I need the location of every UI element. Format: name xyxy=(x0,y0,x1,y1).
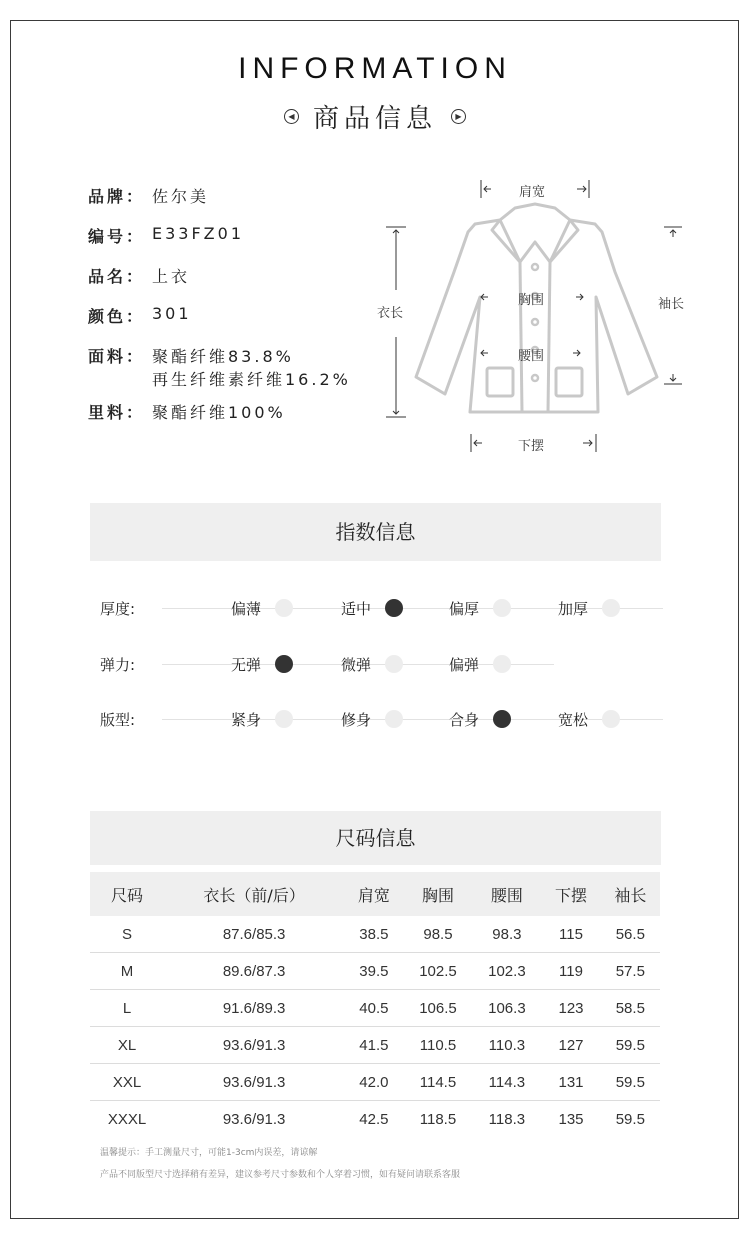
table-cell: 42.0 xyxy=(344,1064,403,1101)
index-option: 偏弹 xyxy=(449,656,480,674)
table-cell: 89.6/87.3 xyxy=(164,953,344,990)
index-dot xyxy=(493,655,511,673)
index-dot-selected xyxy=(493,710,511,728)
info-value: 佐尔美 xyxy=(152,187,210,206)
index-dot xyxy=(602,710,620,728)
table-cell: 131 xyxy=(541,1064,600,1101)
index-option: 修身 xyxy=(341,711,372,729)
table-cell: S xyxy=(90,916,164,953)
info-row-fabric xyxy=(88,344,351,390)
table-cell: 118.5 xyxy=(419,1110,457,1128)
table-cell: 114.3 xyxy=(472,1064,541,1101)
length-label: 衣长 xyxy=(377,306,404,321)
table-row xyxy=(90,1027,660,1064)
info-row-brand xyxy=(88,184,209,207)
title-en: INFORMATION xyxy=(238,52,512,85)
info-value xyxy=(152,344,351,390)
table-cell: 102.5 xyxy=(404,953,473,990)
index-option: 微弹 xyxy=(341,656,372,674)
table-row xyxy=(90,953,660,990)
index-label: 厚度: xyxy=(100,600,136,618)
index-label: 版型: xyxy=(100,711,136,729)
table-cell: 87.6/85.3 xyxy=(164,916,344,953)
table-cell: 91.6/89.3 xyxy=(164,990,344,1027)
note-measurement: 温馨提示：手工测量尺寸，可能1-3cm内误差，请谅解 xyxy=(100,1148,318,1158)
index-dot-selected xyxy=(385,599,403,617)
table-cell: 106.3 xyxy=(472,990,541,1027)
info-value: 聚酯纤维100% xyxy=(152,403,286,422)
index-dot xyxy=(385,655,403,673)
table-cell: 40.5 xyxy=(344,990,403,1027)
table-cell: 59.5 xyxy=(601,1027,660,1064)
title-cn xyxy=(0,98,750,135)
table-cell: 59.5 xyxy=(615,1110,645,1128)
column-header: 腰围 xyxy=(472,872,541,916)
table-cell: 110.3 xyxy=(472,1027,541,1064)
table-cell: 102.3 xyxy=(472,953,541,990)
table-row xyxy=(90,990,660,1027)
index-row-thickness xyxy=(0,592,750,622)
table-cell: M xyxy=(90,953,164,990)
table-cell: 123 xyxy=(541,990,600,1027)
info-key: 品名： xyxy=(88,267,146,286)
fabric-line-2: 再生纤维素纤维16.2% xyxy=(152,370,351,389)
index-option: 紧身 xyxy=(231,711,262,729)
waist-label: 腰围 xyxy=(518,349,545,364)
right-arrow-circle-icon: ▶ xyxy=(451,109,466,124)
index-option: 偏薄 xyxy=(231,600,262,618)
table-cell: 58.5 xyxy=(601,990,660,1027)
info-value: 上衣 xyxy=(152,267,191,286)
jacket-outline-icon xyxy=(370,172,700,462)
table-cell: 38.5 xyxy=(344,916,403,953)
column-header: 尺码 xyxy=(90,872,164,916)
table-cell: XL xyxy=(90,1027,164,1064)
info-key: 里料： xyxy=(88,403,146,422)
index-dot-selected xyxy=(275,655,293,673)
table-cell: 93.6/91.3 xyxy=(222,1110,286,1128)
table-cell: 115 xyxy=(541,916,600,953)
table-cell: 41.5 xyxy=(344,1027,403,1064)
index-option: 无弹 xyxy=(231,656,262,674)
fabric-line-1: 聚酯纤维83.8% xyxy=(152,347,294,366)
note-fit-advice: 产品不同版型尺寸选择稍有差异，建议参考尺寸参数和个人穿着习惯，如有疑问请联系客服 xyxy=(100,1170,461,1180)
table-cell: 59.5 xyxy=(601,1064,660,1101)
table-cell: 119 xyxy=(541,953,600,990)
index-section-title: 指数信息 xyxy=(90,503,661,561)
table-row xyxy=(90,1064,660,1101)
index-option: 宽松 xyxy=(558,711,589,729)
column-header: 下摆 xyxy=(541,872,600,916)
table-row xyxy=(90,916,660,953)
table-cell: 93.6/91.3 xyxy=(164,1064,344,1101)
table-cell: 135 xyxy=(558,1110,584,1128)
info-row-name xyxy=(88,264,190,287)
chest-label: 胸围 xyxy=(518,293,545,308)
sleeve-label: 袖长 xyxy=(658,297,685,312)
index-option: 适中 xyxy=(341,600,372,618)
index-dot xyxy=(493,599,511,617)
table-cell: 39.5 xyxy=(344,953,403,990)
table-cell: 98.3 xyxy=(472,916,541,953)
info-key: 面料： xyxy=(88,347,146,366)
info-key: 颜色： xyxy=(88,307,146,326)
table-row xyxy=(90,1101,660,1138)
column-header: 肩宽 xyxy=(344,872,403,916)
index-dot xyxy=(275,710,293,728)
title-cn-text: 商品信息 xyxy=(312,104,437,134)
column-header: 胸围 xyxy=(404,872,473,916)
index-label: 弹力: xyxy=(100,656,136,674)
table-cell: 110.5 xyxy=(404,1027,473,1064)
table-cell: 106.5 xyxy=(404,990,473,1027)
table-cell: 127 xyxy=(541,1027,600,1064)
table-cell: 98.5 xyxy=(404,916,473,953)
info-key: 编号： xyxy=(88,227,146,246)
column-header: 衣长（前/后） xyxy=(164,872,344,916)
info-key: 品牌： xyxy=(88,187,146,206)
garment-diagram xyxy=(370,172,700,462)
hem-label: 下摆 xyxy=(518,439,545,454)
index-dot xyxy=(385,710,403,728)
info-row-code xyxy=(88,224,244,247)
table-cell: XXL xyxy=(90,1064,164,1101)
shoulder-label: 肩宽 xyxy=(519,185,546,200)
size-table xyxy=(90,872,660,1137)
left-arrow-circle-icon: ◀ xyxy=(284,109,299,124)
size-table-header-row xyxy=(90,872,660,916)
index-dot xyxy=(602,599,620,617)
table-cell: 56.5 xyxy=(601,916,660,953)
table-cell: 114.5 xyxy=(404,1064,473,1101)
info-row-color xyxy=(88,304,192,327)
table-cell: L xyxy=(90,990,164,1027)
size-section-title: 尺码信息 xyxy=(90,811,661,865)
index-option: 合身 xyxy=(449,711,480,729)
index-option: 偏厚 xyxy=(449,600,480,618)
info-value: 301 xyxy=(152,304,192,323)
info-value: E33FZ01 xyxy=(152,224,244,243)
table-cell: 93.6/91.3 xyxy=(164,1027,344,1064)
column-header: 袖长 xyxy=(601,872,660,916)
table-cell: 42.5 xyxy=(359,1110,389,1128)
table-cell: 118.3 xyxy=(488,1110,526,1128)
info-row-lining xyxy=(88,400,286,423)
index-option: 加厚 xyxy=(558,600,589,618)
table-cell: 57.5 xyxy=(601,953,660,990)
table-cell: XXXL xyxy=(107,1110,147,1128)
index-row-fit xyxy=(0,703,750,733)
index-dot xyxy=(275,599,293,617)
index-row-elasticity xyxy=(0,648,750,678)
